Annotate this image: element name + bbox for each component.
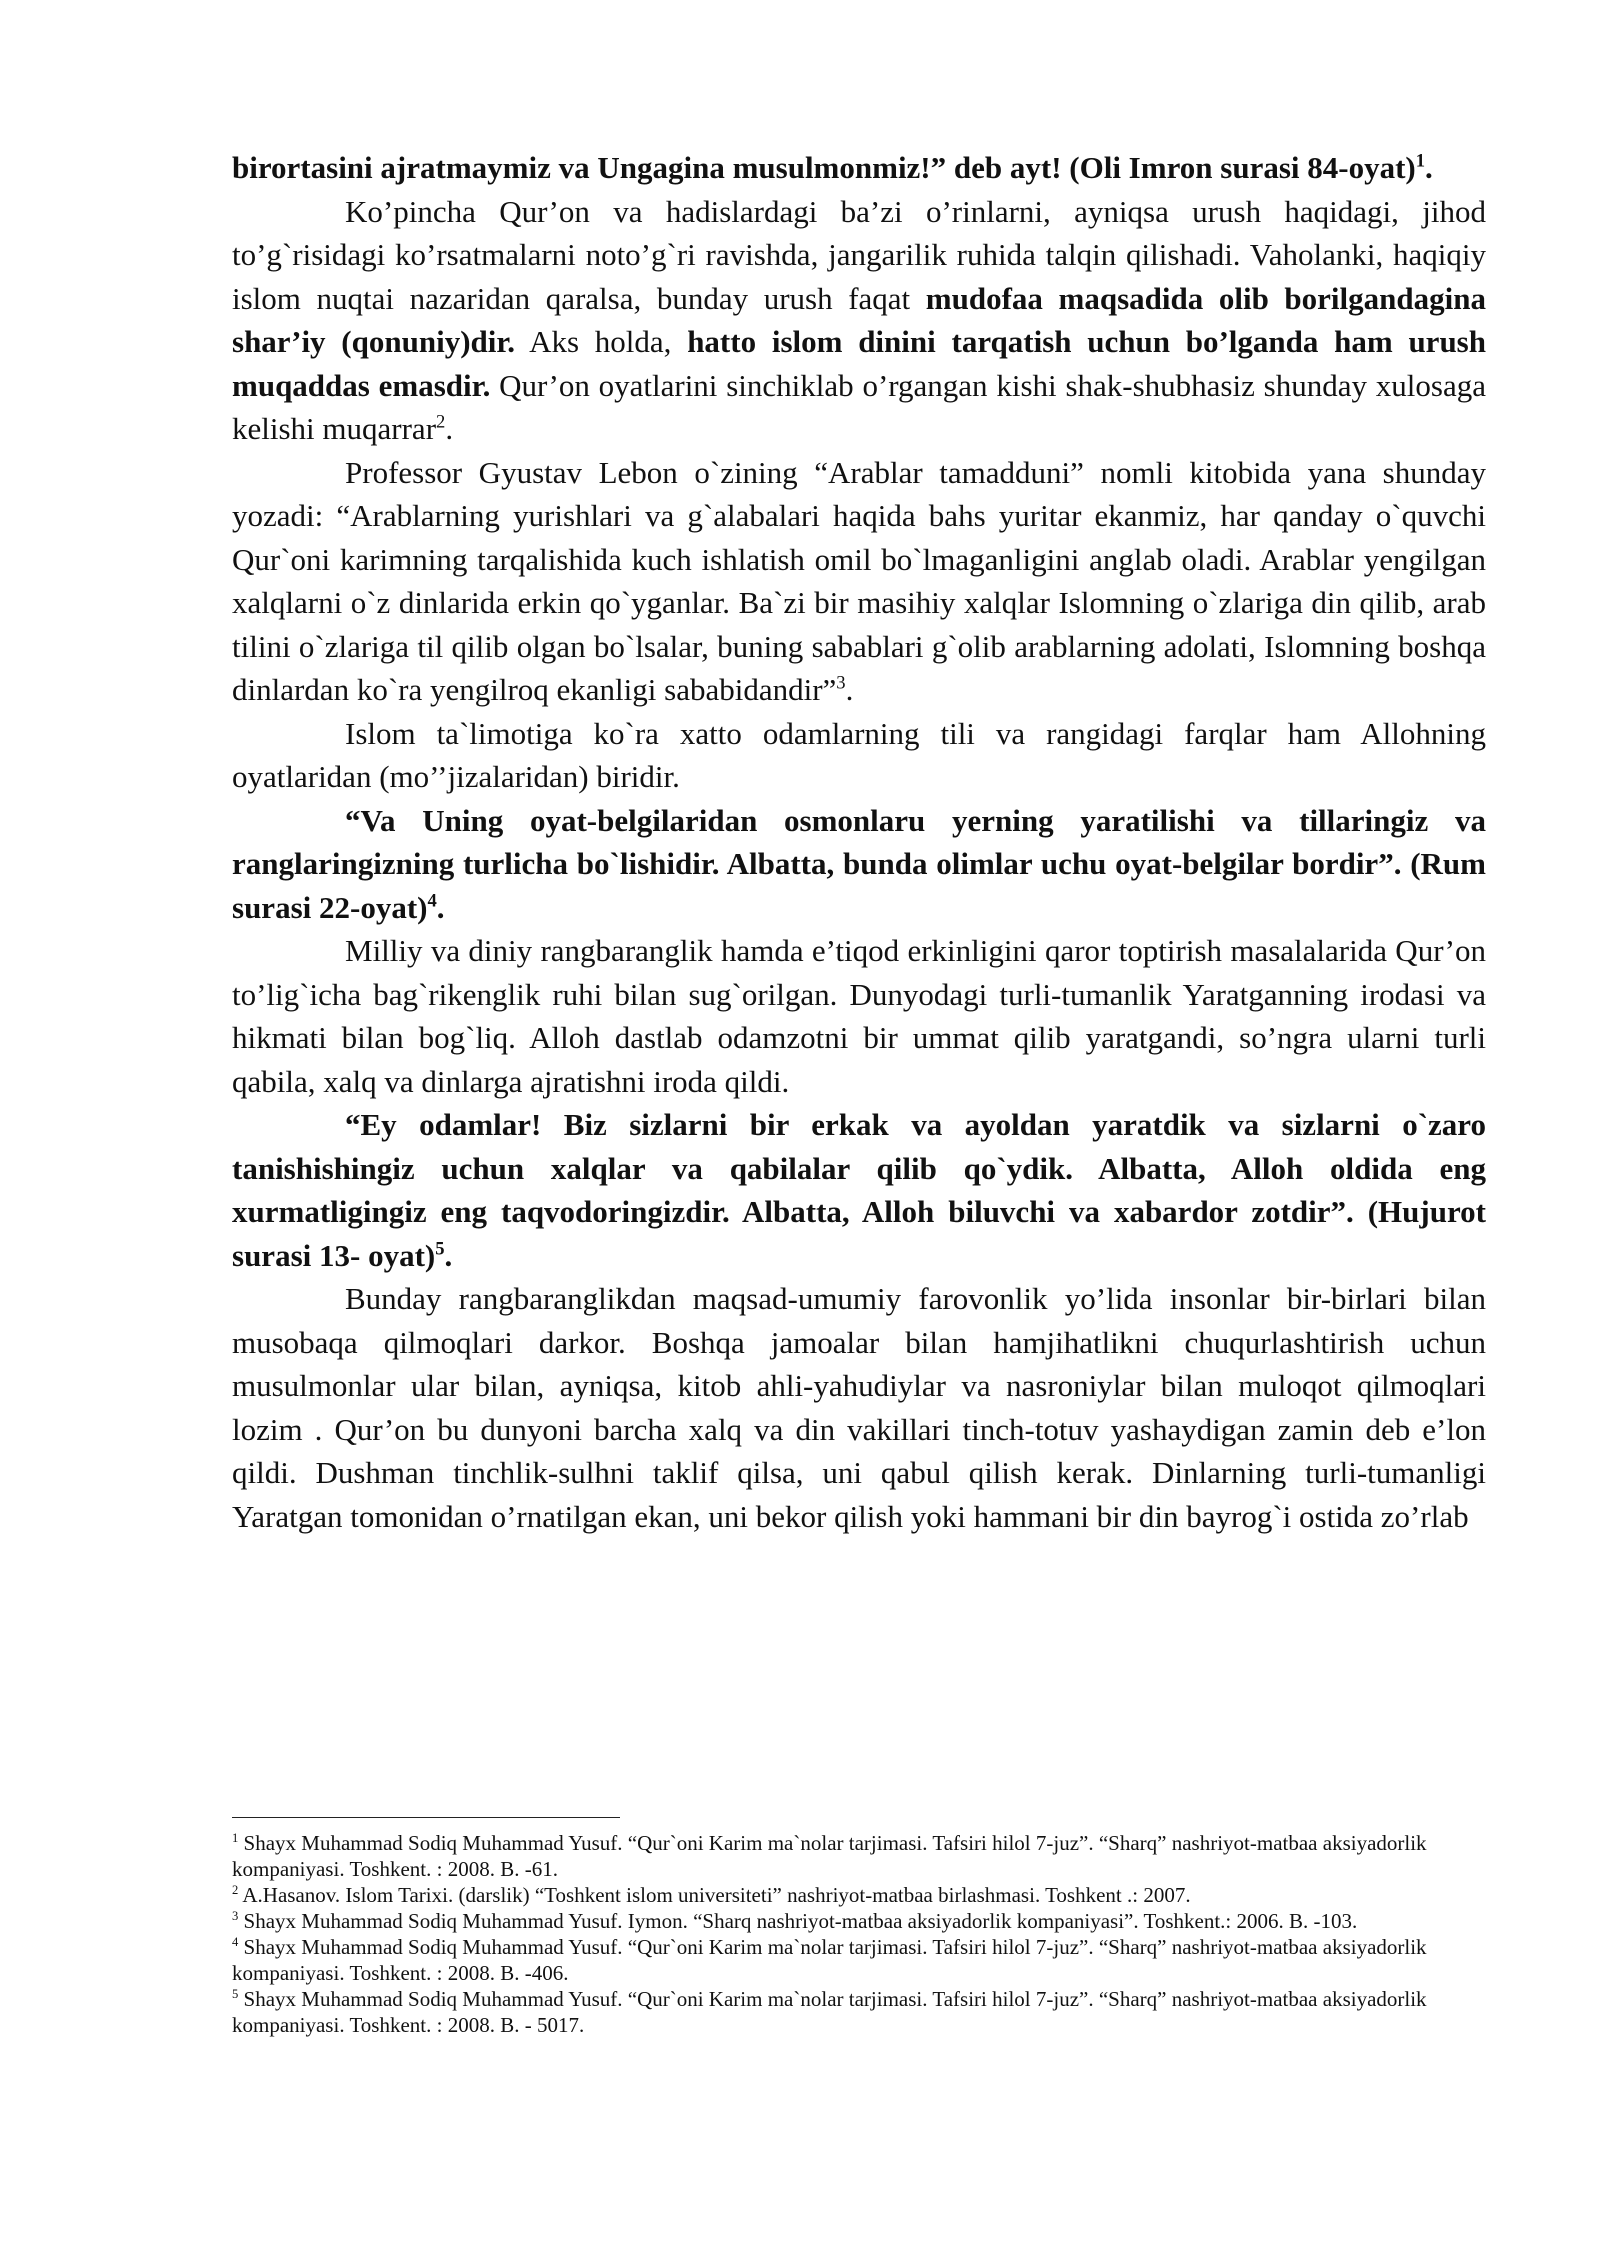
text-run: Professor Gyustav Lebon o`zining “Arablar tamadduni” nomli kitobida yana shunday yozadi: “Arablarning yurishlari va g`alabalari haqida bahs yuritar ekanmiz, har qanday o`quvchi Qur`oni karimning tarqalishida kuch ishlatish omil bo`lmaganligini anglab oladi. Arablar yengilgan xalqlarni o`z dinlarida erkin qo`yganlar. Ba`zi bir masihiy xalqlar Islomning o`zlariga din qilib, arab tilini o`zlariga til qilib olgan bo`lsalar, buning sabablari g`olib arablarning adolati, Islomning boshqa dinlardan ko`ra yengilroq ekanligi sababidandir” bbox=[232, 454, 1486, 707]
footnote bbox=[232, 1986, 1486, 2038]
bold-text: . bbox=[436, 889, 445, 925]
footnote-text: Shayx Muhammad Sodiq Muhammad Yusuf. “Qur`oni Karim ma`nolar tarjimasi. Tafsiri hilol 7-juz”. “Sharq” nashriyot-matbaa aksiyadorlik kompaniyasi. Toshkent. : 2008. B. -61. bbox=[232, 1831, 1427, 1881]
paragraph bbox=[232, 1277, 1486, 1538]
paragraph bbox=[232, 190, 1486, 451]
body-text bbox=[232, 146, 1486, 1538]
footnote-ref: 5 bbox=[435, 1238, 445, 1260]
footnote-text: A.Hasanov. Islom Tarixi. (darslik) “Toshkent islom universiteti” nashriyot-matbaa birlashmasi. Toshkent .: 2007. bbox=[238, 1883, 1191, 1907]
footnote bbox=[232, 1908, 1486, 1934]
text-run: Aks holda, bbox=[515, 324, 688, 359]
footnote-number: 1 bbox=[232, 1831, 239, 1845]
footnote-number: 2 bbox=[232, 1883, 239, 1897]
bold-text: mudofaa maqsadida olib borilgandagina shar’iy (qonuniy)dir. bbox=[232, 280, 1486, 359]
bold-text: “Va Uning oyat-belgilaridan osmonlaru yerning yaratilishi va tillaringiz va ranglaringizning turlicha bo`lishidir. Albatta, bunda olimlar uchu oyat-belgilar bordir”. (Rum surasi 22-oyat) bbox=[232, 802, 1486, 925]
bold-text: birortasini ajratmaymiz va Ungagina musulmonmiz!” deb ayt! (Oli Imron surasi 84-oyat) bbox=[232, 150, 1416, 185]
footnote-separator bbox=[232, 1817, 620, 1818]
text-run: Milliy va diniy rangbaranglik hamda e’tiqod erkinligini qaror toptirish masalalarida Qur’on to’lig`icha bag`rikenglik ruhi bilan sug`orilgan. Dunyodagi turli-tumanlik Yaratganning irodasi va hikmati bilan bog`liq. Alloh dastlab odamzotni bir ummat qilib yaratgandi, so’ngra ularni turli qabila, xalq va dinlarga ajratishni iroda qildi. bbox=[232, 933, 1486, 1099]
paragraph bbox=[232, 451, 1486, 712]
footnote-number: 3 bbox=[232, 1909, 239, 1923]
footnote bbox=[232, 1882, 1486, 1908]
paragraph bbox=[232, 146, 1486, 190]
bold-text: . bbox=[1425, 150, 1433, 185]
paragraph bbox=[232, 1103, 1486, 1277]
footnote-ref: 1 bbox=[1415, 150, 1426, 172]
text-run: Bunday rangbaranglikdan maqsad-umumiy farovonlik yo’lida insonlar bir-birlari bilan musobaqa qilmoqlari darkor. Boshqa jamoalar bilan hamjihatlikni chuqurlashtirish uchun musulmonlar ular bilan, ayniqsa, kitob ahli-yahudiylar va nasroniylar bilan muloqot qilmoqlari lozim . Qur’on bu dunyoni barcha xalq va din vakillari tinch-totuv yashaydigan zamin deb e’lon qildi. Dushman tinchlik-sulhni taklif qilsa, uni qabul qilish kerak. Dinlarning turli-tumanligi Yaratgan tomonidan o’rnatilgan ekan, uni bekor qilish yoki hammani bir din bayrog`i ostida zo’rlab bbox=[232, 1281, 1486, 1534]
text-run: Islom ta`limotiga ko`ra xatto odamlarning tili va rangidagi farqlar ham Allohning oyatlaridan (mo’’jizalaridan) biridir. bbox=[232, 715, 1486, 794]
bold-text: . bbox=[444, 1237, 453, 1273]
footnotes bbox=[232, 1830, 1486, 2038]
bold-text: hatto islom dinini tarqatish uchun bo’lganda ham urush muqaddas emasdir. bbox=[232, 324, 1486, 403]
text-run: . bbox=[845, 672, 854, 707]
bold-text: “Ey odamlar! Biz sizlarni bir erkak va ayoldan yaratdik va sizlarni o`zaro tanishishingiz uchun xalqlar va qabilalar qilib qo`ydik. Albatta, Alloh oldida eng xurmatligingiz eng taqvodoringizdir. Albatta, Alloh biluvchi va xabardor zotdir”. (Hujurot surasi 13- oyat) bbox=[232, 1107, 1486, 1273]
footnote bbox=[232, 1830, 1486, 1882]
text-run: . bbox=[445, 411, 454, 446]
footnote bbox=[232, 1934, 1486, 1986]
footnote-text: Shayx Muhammad Sodiq Muhammad Yusuf. Iymon. “Sharq nashriyot-matbaa aksiyadorlik kompaniyasi”. Toshkent.: 2006. B. -103. bbox=[238, 1909, 1358, 1933]
footnote-number: 5 bbox=[232, 1987, 239, 2001]
footnote-ref: 4 bbox=[427, 890, 437, 912]
footnote-text: Shayx Muhammad Sodiq Muhammad Yusuf. “Qur`oni Karim ma`nolar tarjimasi. Tafsiri hilol 7-juz”. “Sharq” nashriyot-matbaa aksiyadorlik kompaniyasi. Toshkent. : 2008. B. -406. bbox=[232, 1935, 1427, 1985]
footnote-number: 4 bbox=[232, 1935, 239, 1949]
paragraph bbox=[232, 799, 1486, 930]
footnote-ref: 2 bbox=[436, 411, 446, 433]
footnote-ref: 3 bbox=[836, 672, 846, 694]
paragraph bbox=[232, 929, 1486, 1103]
paragraph bbox=[232, 712, 1486, 799]
text-run: Ko’pincha Qur’on va hadislardagi ba’zi o’rinlarni, ayniqsa urush haqidagi, jihod to’g`risidagi ko’rsatmalarni noto’g`ri ravishda, jangarilik ruhida talqin qilishadi. Vaholanki, haqiqiy islom nuqtai nazaridan qaralsa, bunday urush faqat bbox=[232, 193, 1486, 316]
footnote-text: Shayx Muhammad Sodiq Muhammad Yusuf. “Qur`oni Karim ma`nolar tarjimasi. Tafsiri hilol 7-juz”. “Sharq” nashriyot-matbaa aksiyadorlik kompaniyasi. Toshkent. : 2008. B. - 5017. bbox=[232, 1987, 1427, 2037]
text-run: Qur’on oyatlarini sinchiklab o’rgangan kishi shak-shubhasiz shunday xulosaga kelishi muqarrar bbox=[232, 367, 1487, 446]
